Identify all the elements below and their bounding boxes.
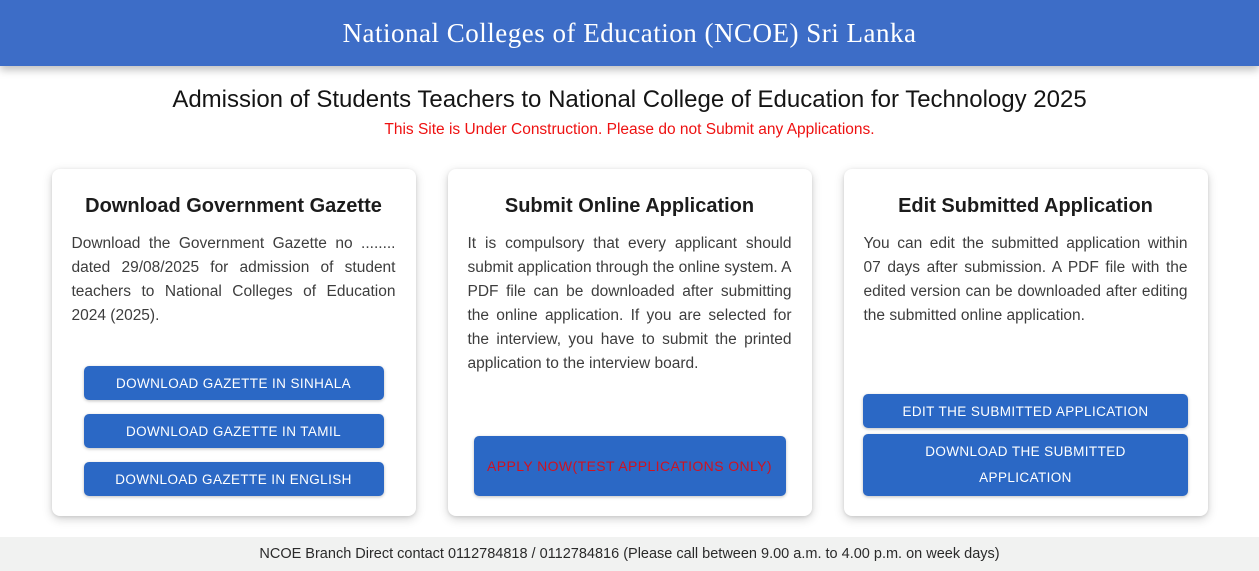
card-download-gazette xyxy=(52,169,416,516)
main-content xyxy=(0,66,1259,516)
gazette-button-stack xyxy=(72,352,396,496)
header-bar xyxy=(0,0,1259,66)
card-body-edit-application: You can edit the submitted application within 07 days after submission. A PDF file with the edited version can be downloaded after editing the submitted online application. xyxy=(863,235,1188,324)
apply-button-stack xyxy=(468,436,792,496)
site-title: National Colleges of Education (NCOE) Sri Lanka xyxy=(342,17,917,48)
edit-submitted-application-button[interactable]: EDIT THE SUBMITTED APPLICATION xyxy=(863,394,1188,428)
card-title-submit-application: Submit Online Application xyxy=(504,195,755,217)
edit-button-stack xyxy=(864,394,1188,496)
contact-info: NCOE Branch Direct contact 0112784818 / 0112784816 (Please call between 9.00 a.m. to 4.00 p.m. on week days) xyxy=(259,546,1000,562)
card-title-download-gazette: Download Government Gazette xyxy=(85,195,382,217)
download-gazette-sinhala-button[interactable]: DOWNLOAD GAZETTE IN SINHALA xyxy=(84,366,384,400)
card-submit-application xyxy=(448,169,812,516)
card-title-edit-application: Edit Submitted Application xyxy=(898,195,1153,217)
footer-bar xyxy=(0,537,1259,571)
under-construction-notice: This Site is Under Construction. Please do not Submit any Applications. xyxy=(384,121,875,138)
cards-row xyxy=(0,169,1259,516)
download-gazette-english-button[interactable]: DOWNLOAD GAZETTE IN ENGLISH xyxy=(84,462,384,496)
download-gazette-tamil-button[interactable]: DOWNLOAD GAZETTE IN TAMIL xyxy=(84,414,384,448)
card-edit-application xyxy=(844,169,1208,516)
page-title: Admission of Students Teachers to National College of Education for Technology 2025 xyxy=(172,86,1087,113)
card-body-download-gazette: Download the Government Gazette no ........ dated 29/08/2025 for admission of student teachers to National Colleges of Education 2024 (2025). xyxy=(71,235,396,324)
apply-now-button[interactable]: APPLY NOW(TEST APPLICATIONS ONLY) xyxy=(474,436,786,496)
download-submitted-application-button[interactable]: DOWNLOAD THE SUBMITTED APPLICATION xyxy=(863,434,1188,496)
card-body-submit-application: It is compulsory that every applicant should submit application through the online system. A PDF file can be downloaded after submitting the online application. If you are selected for the interview, you have to submit the printed application to the interview board. xyxy=(467,235,792,372)
